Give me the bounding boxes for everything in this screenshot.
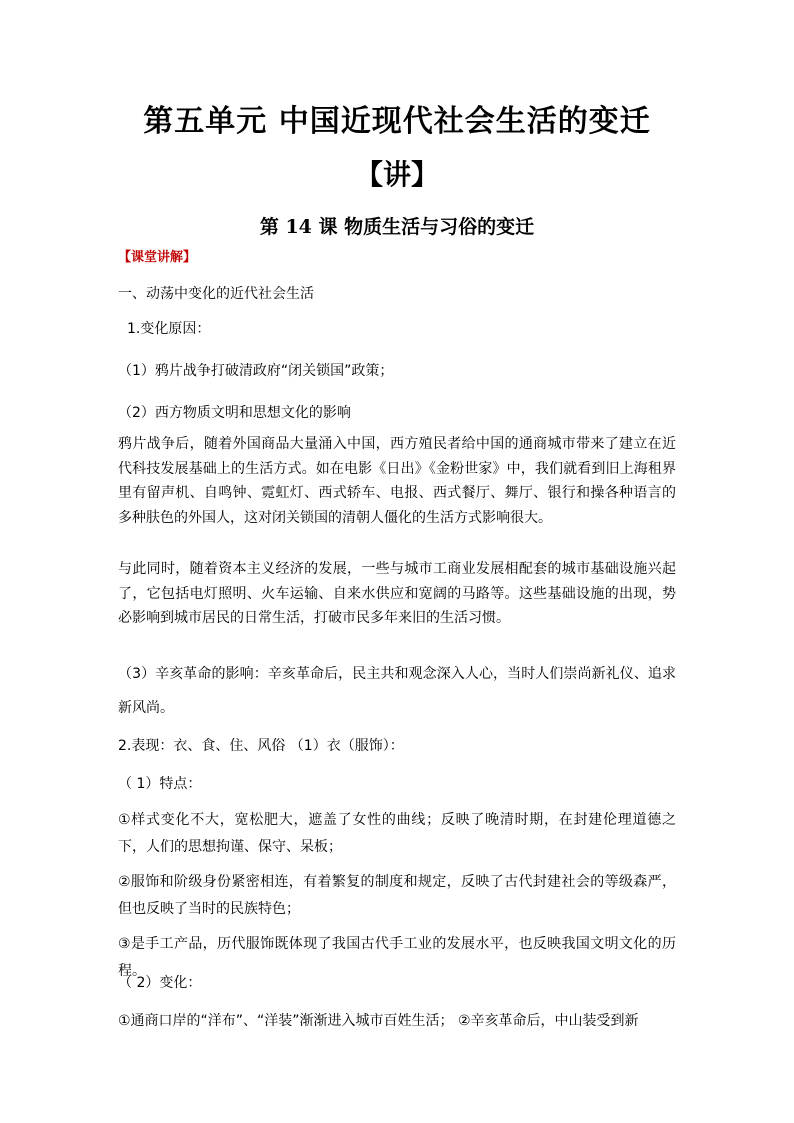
section-tag: 【课堂讲解】	[118, 250, 197, 265]
paragraph-2: 与此同时，随着资本主义经济的发展，一些与城市工商业发展相配套的城市基础设施兴起了，它包括电灯照明、火车运输、自来水供应和宽阔的马路等。这些基础设施的出现，势必影响到城市居民的日常生活，打破市民多年来旧的生活习惯。	[118, 561, 676, 627]
reason-2: （2）西方物质文明和思想文化的影响	[118, 405, 351, 421]
item-heading-2: 2.表现：衣、食、住、风俗 （1）衣（服饰）：	[118, 738, 404, 754]
change-heading: （ 2）变化：	[118, 975, 202, 991]
feature-heading: （ 1）特点：	[118, 776, 202, 792]
paragraph-1: 鸦片战争后，随着外国商品大量涌入中国，西方殖民者给中国的通商城市带来了建立在近代科技发展基础上的生活方式。如在电影《日出》《金粉世家》中，我们就看到旧上海租界里有留声机、自鸣钟、霓虹灯、西式轿车、电报、西式餐厅、舞厅、银行和操各种语言的多种肤色的外国人，这对闭关锁国的清朝人僵化的生活方式影响很大。	[118, 436, 676, 526]
change-1: ①通商口岸的“洋布”、“洋装”渐渐进入城市百姓生活； ②辛亥革命后，中山装受到新	[118, 1013, 639, 1029]
lesson-title: 第 14 课 物质生活与习俗的变迁	[259, 216, 535, 238]
section-heading: 一、动荡中变化的近代社会生活	[118, 286, 314, 302]
lecture-subtitle: 【讲】	[354, 158, 439, 191]
item-heading: 1.变化原因：	[127, 321, 211, 337]
feature-2: ②服饰和阶级身份紧密相连，有着繁复的制度和规定，反映了古代封建社会的等级森严，但也反映了当时的民族特色；	[118, 874, 676, 917]
reason-3: （3）辛亥革命的影响：辛亥革命后，民主共和观念深入人心，当时人们崇尚新礼仪、追求新风尚。	[118, 666, 676, 716]
feature-3: ③是手工产品，历代服饰既体现了我国古代手工业的发展水平，也反映我国文明文化的历程。	[118, 936, 676, 979]
reason-1: （1）鸦片战争打破清政府“闭关锁国”政策；	[118, 363, 394, 379]
unit-title: 第五单元 中国近现代社会生活的变迁	[143, 104, 651, 139]
feature-1: ①样式变化不大，宽松肥大，遮盖了女性的曲线；反映了晚清时期，在封建伦理道德之下，人们的思想拘谨、保守、呆板；	[118, 812, 676, 855]
